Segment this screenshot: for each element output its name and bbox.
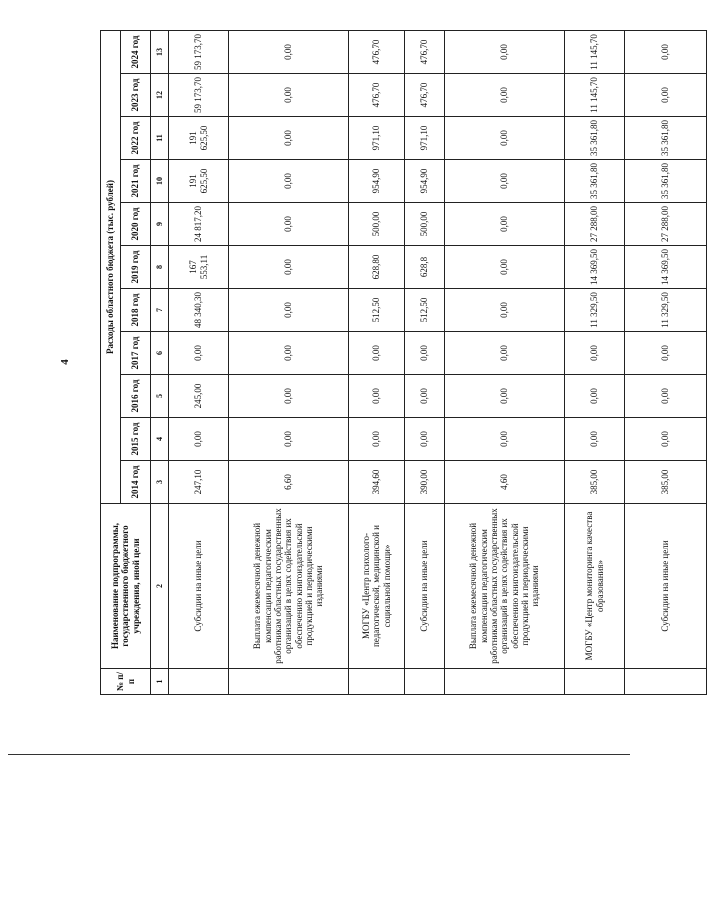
value-cell: 0,00 (445, 203, 565, 246)
row-name: МОГБУ «Центр психолого-педагогической, медицинской и социальной помощи» (349, 504, 405, 669)
column-number: 6 (151, 332, 169, 375)
column-number: 7 (151, 289, 169, 332)
row-number (565, 669, 625, 695)
header-num: № п/п (101, 669, 151, 695)
value-cell: 0,00 (229, 375, 349, 418)
value-cell: 6,60 (229, 461, 349, 504)
header-year: 2023 год (121, 74, 151, 117)
row-number (405, 669, 445, 695)
header-year: 2019 год (121, 246, 151, 289)
value-cell: 14 369,50 (565, 246, 625, 289)
value-cell: 0,00 (169, 418, 229, 461)
value-cell: 0,00 (349, 418, 405, 461)
value-cell: 245,00 (169, 375, 229, 418)
header-year: 2022 год (121, 117, 151, 160)
header-year: 2016 год (121, 375, 151, 418)
column-number: 9 (151, 203, 169, 246)
table-row (565, 30, 625, 694)
value-cell: 500,00 (405, 203, 445, 246)
value-cell: 0,00 (445, 289, 565, 332)
value-cell: 385,00 (625, 461, 707, 504)
value-cell: 0,00 (445, 246, 565, 289)
value-cell: 4,60 (445, 461, 565, 504)
row-number (169, 669, 229, 695)
column-number: 1 (151, 669, 169, 695)
horizontal-rule (8, 754, 630, 755)
value-cell: 0,00 (445, 117, 565, 160)
row-name: Выплата ежемесячной денежной компенсации педагогическим работникам областных государственных организаций в целях содействия их обеспечению книгоиздательской продукцией и периодическими изданиями (445, 504, 565, 669)
value-cell: 0,00 (229, 160, 349, 203)
value-cell: 954,90 (405, 160, 445, 203)
value-cell: 0,00 (229, 418, 349, 461)
value-cell: 0,00 (565, 332, 625, 375)
value-cell: 48 340,30 (169, 289, 229, 332)
value-cell: 35 361,80 (565, 117, 625, 160)
column-number: 8 (151, 246, 169, 289)
row-name: Выплата ежемесячной денежной компенсации педагогическим работникам областных государственных организаций в целях содействия их обеспечению книгоиздательской продукцией и периодическими изданиями (229, 504, 349, 669)
row-name: Субсидии на иные цели (625, 504, 707, 669)
row-number (445, 669, 565, 695)
header-year: 2014 год (121, 461, 151, 504)
header-year: 2024 год (121, 30, 151, 73)
value-cell: 476,70 (405, 74, 445, 117)
table-body (169, 30, 707, 694)
value-cell: 0,00 (229, 117, 349, 160)
value-cell: 11 329,50 (565, 289, 625, 332)
value-cell: 971,10 (405, 117, 445, 160)
value-cell: 971,10 (349, 117, 405, 160)
value-cell: 476,70 (349, 74, 405, 117)
value-cell: 0,00 (625, 74, 707, 117)
value-cell: 500,00 (349, 203, 405, 246)
value-cell: 0,00 (625, 332, 707, 375)
value-cell: 628,8 (405, 246, 445, 289)
value-cell: 0,00 (405, 375, 445, 418)
value-cell: 14 369,50 (625, 246, 707, 289)
header-year: 2017 год (121, 332, 151, 375)
table-row (405, 30, 445, 694)
value-cell: 0,00 (229, 246, 349, 289)
value-cell: 0,00 (229, 289, 349, 332)
value-cell: 512,50 (349, 289, 405, 332)
value-cell: 35 361,80 (565, 160, 625, 203)
value-cell: 954,90 (349, 160, 405, 203)
value-cell: 0,00 (349, 375, 405, 418)
column-numbers-row (151, 30, 169, 694)
column-number: 3 (151, 461, 169, 504)
value-cell: 59 173,70 (169, 74, 229, 117)
value-cell: 512,50 (405, 289, 445, 332)
column-number: 12 (151, 74, 169, 117)
value-cell: 35 361,80 (625, 117, 707, 160)
value-cell: 476,70 (405, 30, 445, 73)
header-year: 2018 год (121, 289, 151, 332)
row-number (229, 669, 349, 695)
value-cell: 394,60 (349, 461, 405, 504)
table-row (169, 30, 229, 694)
row-name: МОГБУ «Центр мониторинга качества образования» (565, 504, 625, 669)
value-cell: 0,00 (445, 375, 565, 418)
value-cell: 247,10 (169, 461, 229, 504)
header-budget-title: Расходы областного бюджета (тыс. рублей) (101, 30, 121, 503)
value-cell: 167 553,11 (169, 246, 229, 289)
value-cell: 0,00 (445, 160, 565, 203)
value-cell: 0,00 (445, 332, 565, 375)
value-cell: 27 288,00 (565, 203, 625, 246)
value-cell: 11 329,50 (625, 289, 707, 332)
header-year: 2020 год (121, 203, 151, 246)
value-cell: 11 145,70 (565, 30, 625, 73)
column-number: 11 (151, 117, 169, 160)
value-cell: 27 288,00 (625, 203, 707, 246)
table-row (229, 30, 349, 694)
row-number (625, 669, 707, 695)
value-cell: 0,00 (445, 74, 565, 117)
value-cell: 390,00 (405, 461, 445, 504)
value-cell: 0,00 (229, 332, 349, 375)
header-row-top (101, 30, 121, 694)
value-cell: 0,00 (445, 30, 565, 73)
column-number: 5 (151, 375, 169, 418)
value-cell: 191 625,50 (169, 117, 229, 160)
value-cell: 0,00 (229, 74, 349, 117)
value-cell: 0,00 (229, 203, 349, 246)
table-row (349, 30, 405, 694)
value-cell: 11 145,70 (565, 74, 625, 117)
rotated-table-container (100, 30, 671, 695)
value-cell: 0,00 (625, 418, 707, 461)
value-cell: 0,00 (229, 30, 349, 73)
value-cell: 59 173,70 (169, 30, 229, 73)
row-name: Субсидии на иные цели (405, 504, 445, 669)
value-cell: 0,00 (565, 418, 625, 461)
budget-table (100, 30, 707, 695)
value-cell: 0,00 (445, 418, 565, 461)
value-cell: 191 625,50 (169, 160, 229, 203)
header-name: Наименование подпрограммы, государственного бюджетного учреждения, иной цели (101, 504, 151, 669)
value-cell: 0,00 (625, 375, 707, 418)
value-cell: 0,00 (349, 332, 405, 375)
column-number: 4 (151, 418, 169, 461)
value-cell: 628,80 (349, 246, 405, 289)
column-number: 2 (151, 504, 169, 669)
value-cell: 35 361,80 (625, 160, 707, 203)
table-row (625, 30, 707, 694)
table-row (445, 30, 565, 694)
value-cell: 0,00 (169, 332, 229, 375)
row-name: Субсидии на иные цели (169, 504, 229, 669)
header-year: 2021 год (121, 160, 151, 203)
row-number (349, 669, 405, 695)
column-number: 13 (151, 30, 169, 73)
value-cell: 385,00 (565, 461, 625, 504)
column-number: 10 (151, 160, 169, 203)
value-cell: 0,00 (565, 375, 625, 418)
page-number: 4 (58, 359, 71, 365)
header-year: 2015 год (121, 418, 151, 461)
value-cell: 24 817,20 (169, 203, 229, 246)
value-cell: 476,70 (349, 30, 405, 73)
value-cell: 0,00 (625, 30, 707, 73)
value-cell: 0,00 (405, 418, 445, 461)
value-cell: 0,00 (405, 332, 445, 375)
